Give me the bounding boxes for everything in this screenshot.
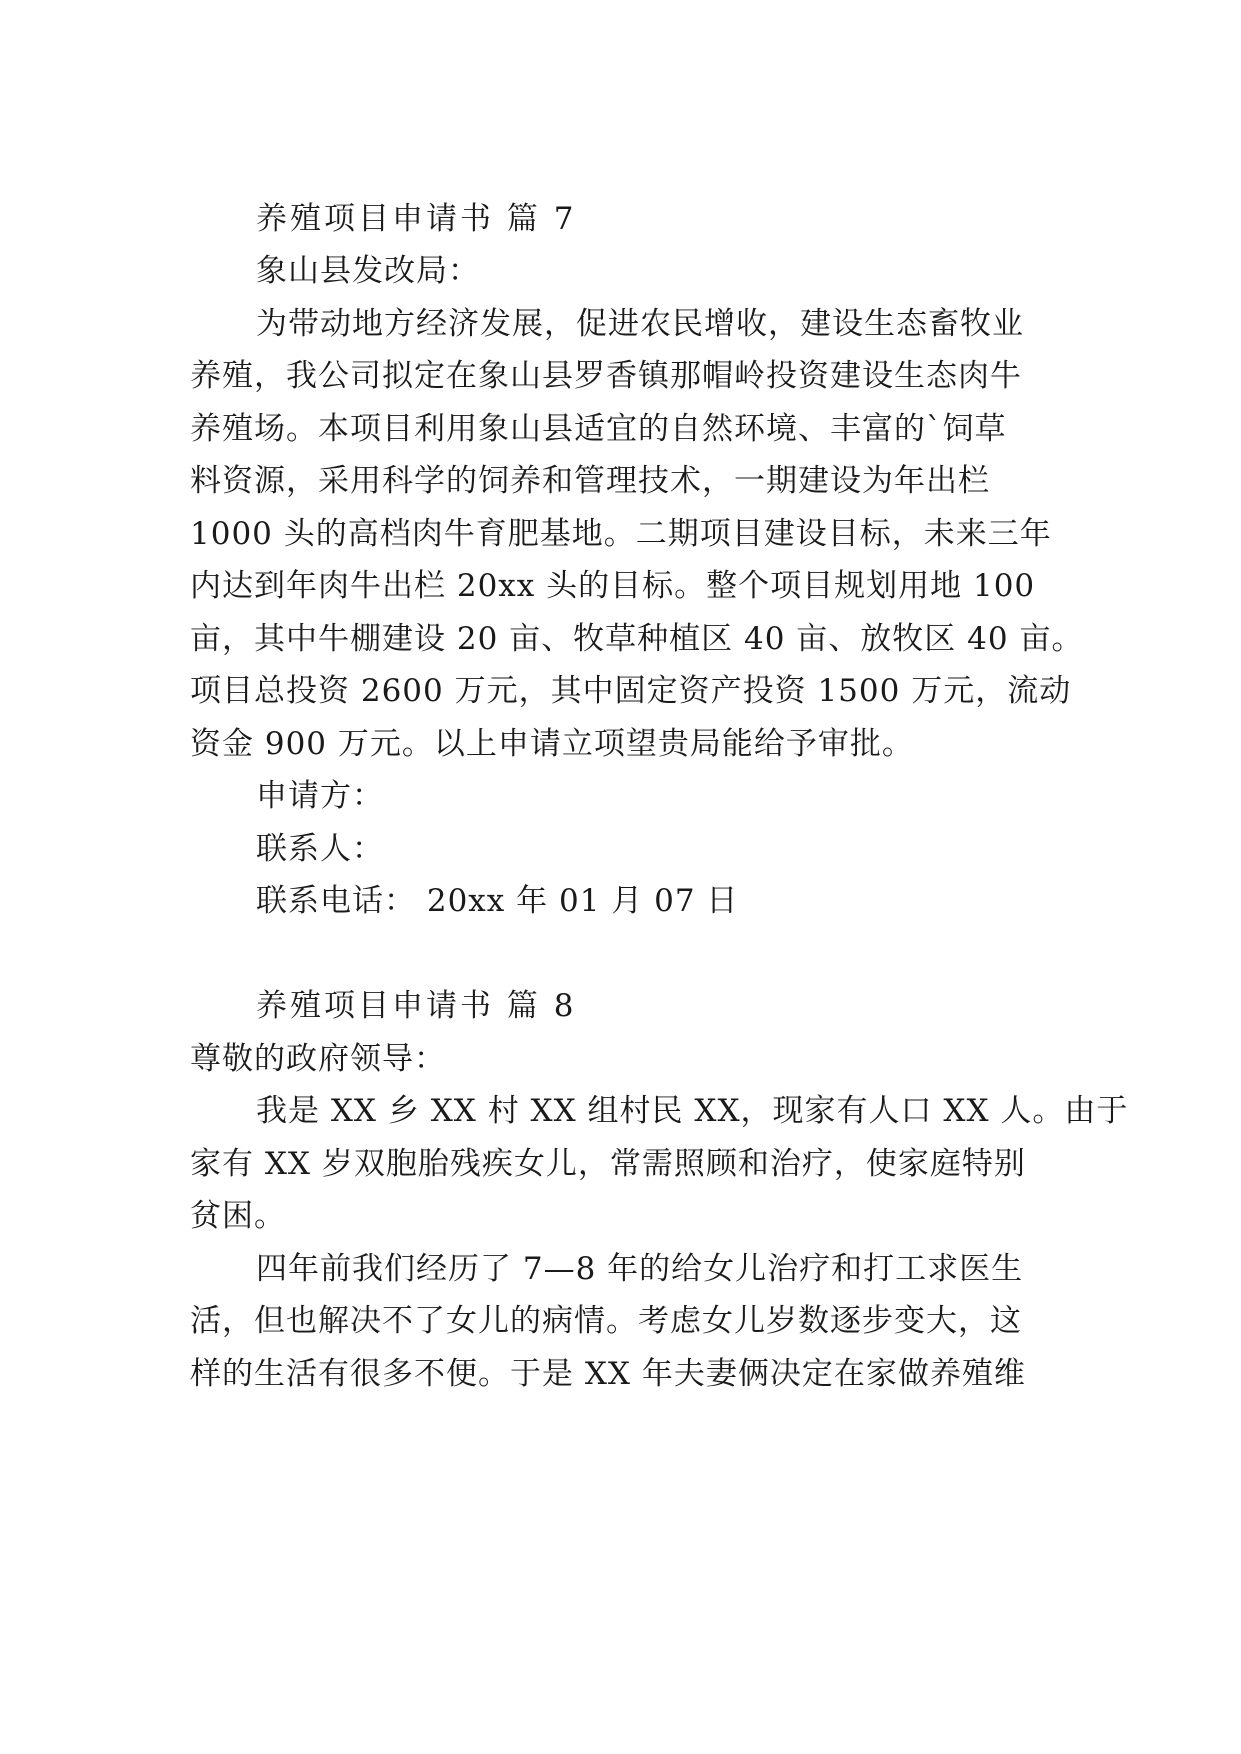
section8-heading: 养殖项目申请书 篇 8 <box>256 988 577 1024</box>
section7-body-line: 资金 900 万元。以上申请立项望贵局能给予审批。 <box>190 726 914 762</box>
section7-body-line: 养殖场。本项目利用象山县适宜的自然环境、丰富的`饲草 <box>190 411 1007 447</box>
applicant-label: 申请方： <box>256 778 384 814</box>
section7-heading: 养殖项目申请书 篇 7 <box>256 201 577 237</box>
section8-para1-line: 我是 XX 乡 XX 村 XX 组村民 XX，现家有人口 XX 人。由于 <box>256 1093 1129 1129</box>
section7-body-line: 项目总投资 2600 万元，其中固定资产投资 1500 万元，流动 <box>190 673 1072 709</box>
section8-addressee: 尊敬的政府领导： <box>190 1041 446 1077</box>
section8-para2-line: 活，但也解决不了女儿的病情。考虑女儿岁数逐步变大，这 <box>190 1303 1022 1339</box>
phone-date-line: 联系电话： 20xx 年 01 月 07 日 <box>256 883 739 919</box>
section8-para2-line: 样的生活有很多不便。于是 XX 年夫妻俩决定在家做养殖维 <box>190 1356 1026 1392</box>
section7-body-line: 养殖，我公司拟定在象山县罗香镇那帽岭投资建设生态肉牛 <box>190 358 1022 394</box>
section7-body-line: 料资源，采用科学的饲养和管理技术，一期建设为年出栏 <box>190 463 990 499</box>
section7-body-line: 1000 头的高档肉牛育肥基地。二期项目建设目标，未来三年 <box>190 516 1052 552</box>
section7-body-line: 内达到年肉牛出栏 20xx 头的目标。整个项目规划用地 100 <box>190 568 1036 604</box>
section8-para1-line: 贫困。 <box>190 1198 286 1234</box>
section8-para2-line: 四年前我们经历了 7—8 年的给女儿治疗和打工求医生 <box>256 1251 1024 1287</box>
section7-body-line: 为带动地方经济发展，促进农民增收，建设生态畜牧业 <box>256 306 1024 342</box>
section8-para1-line: 家有 XX 岁双胞胎残疾女儿，常需照顾和治疗，使家庭特别 <box>190 1146 1026 1182</box>
contact-label: 联系人： <box>256 831 384 867</box>
section7-addressee: 象山县发改局： <box>256 253 480 289</box>
section7-body-line: 亩，其中牛棚建设 20 亩、牧草种植区 40 亩、放牧区 40 亩。 <box>190 621 1084 657</box>
